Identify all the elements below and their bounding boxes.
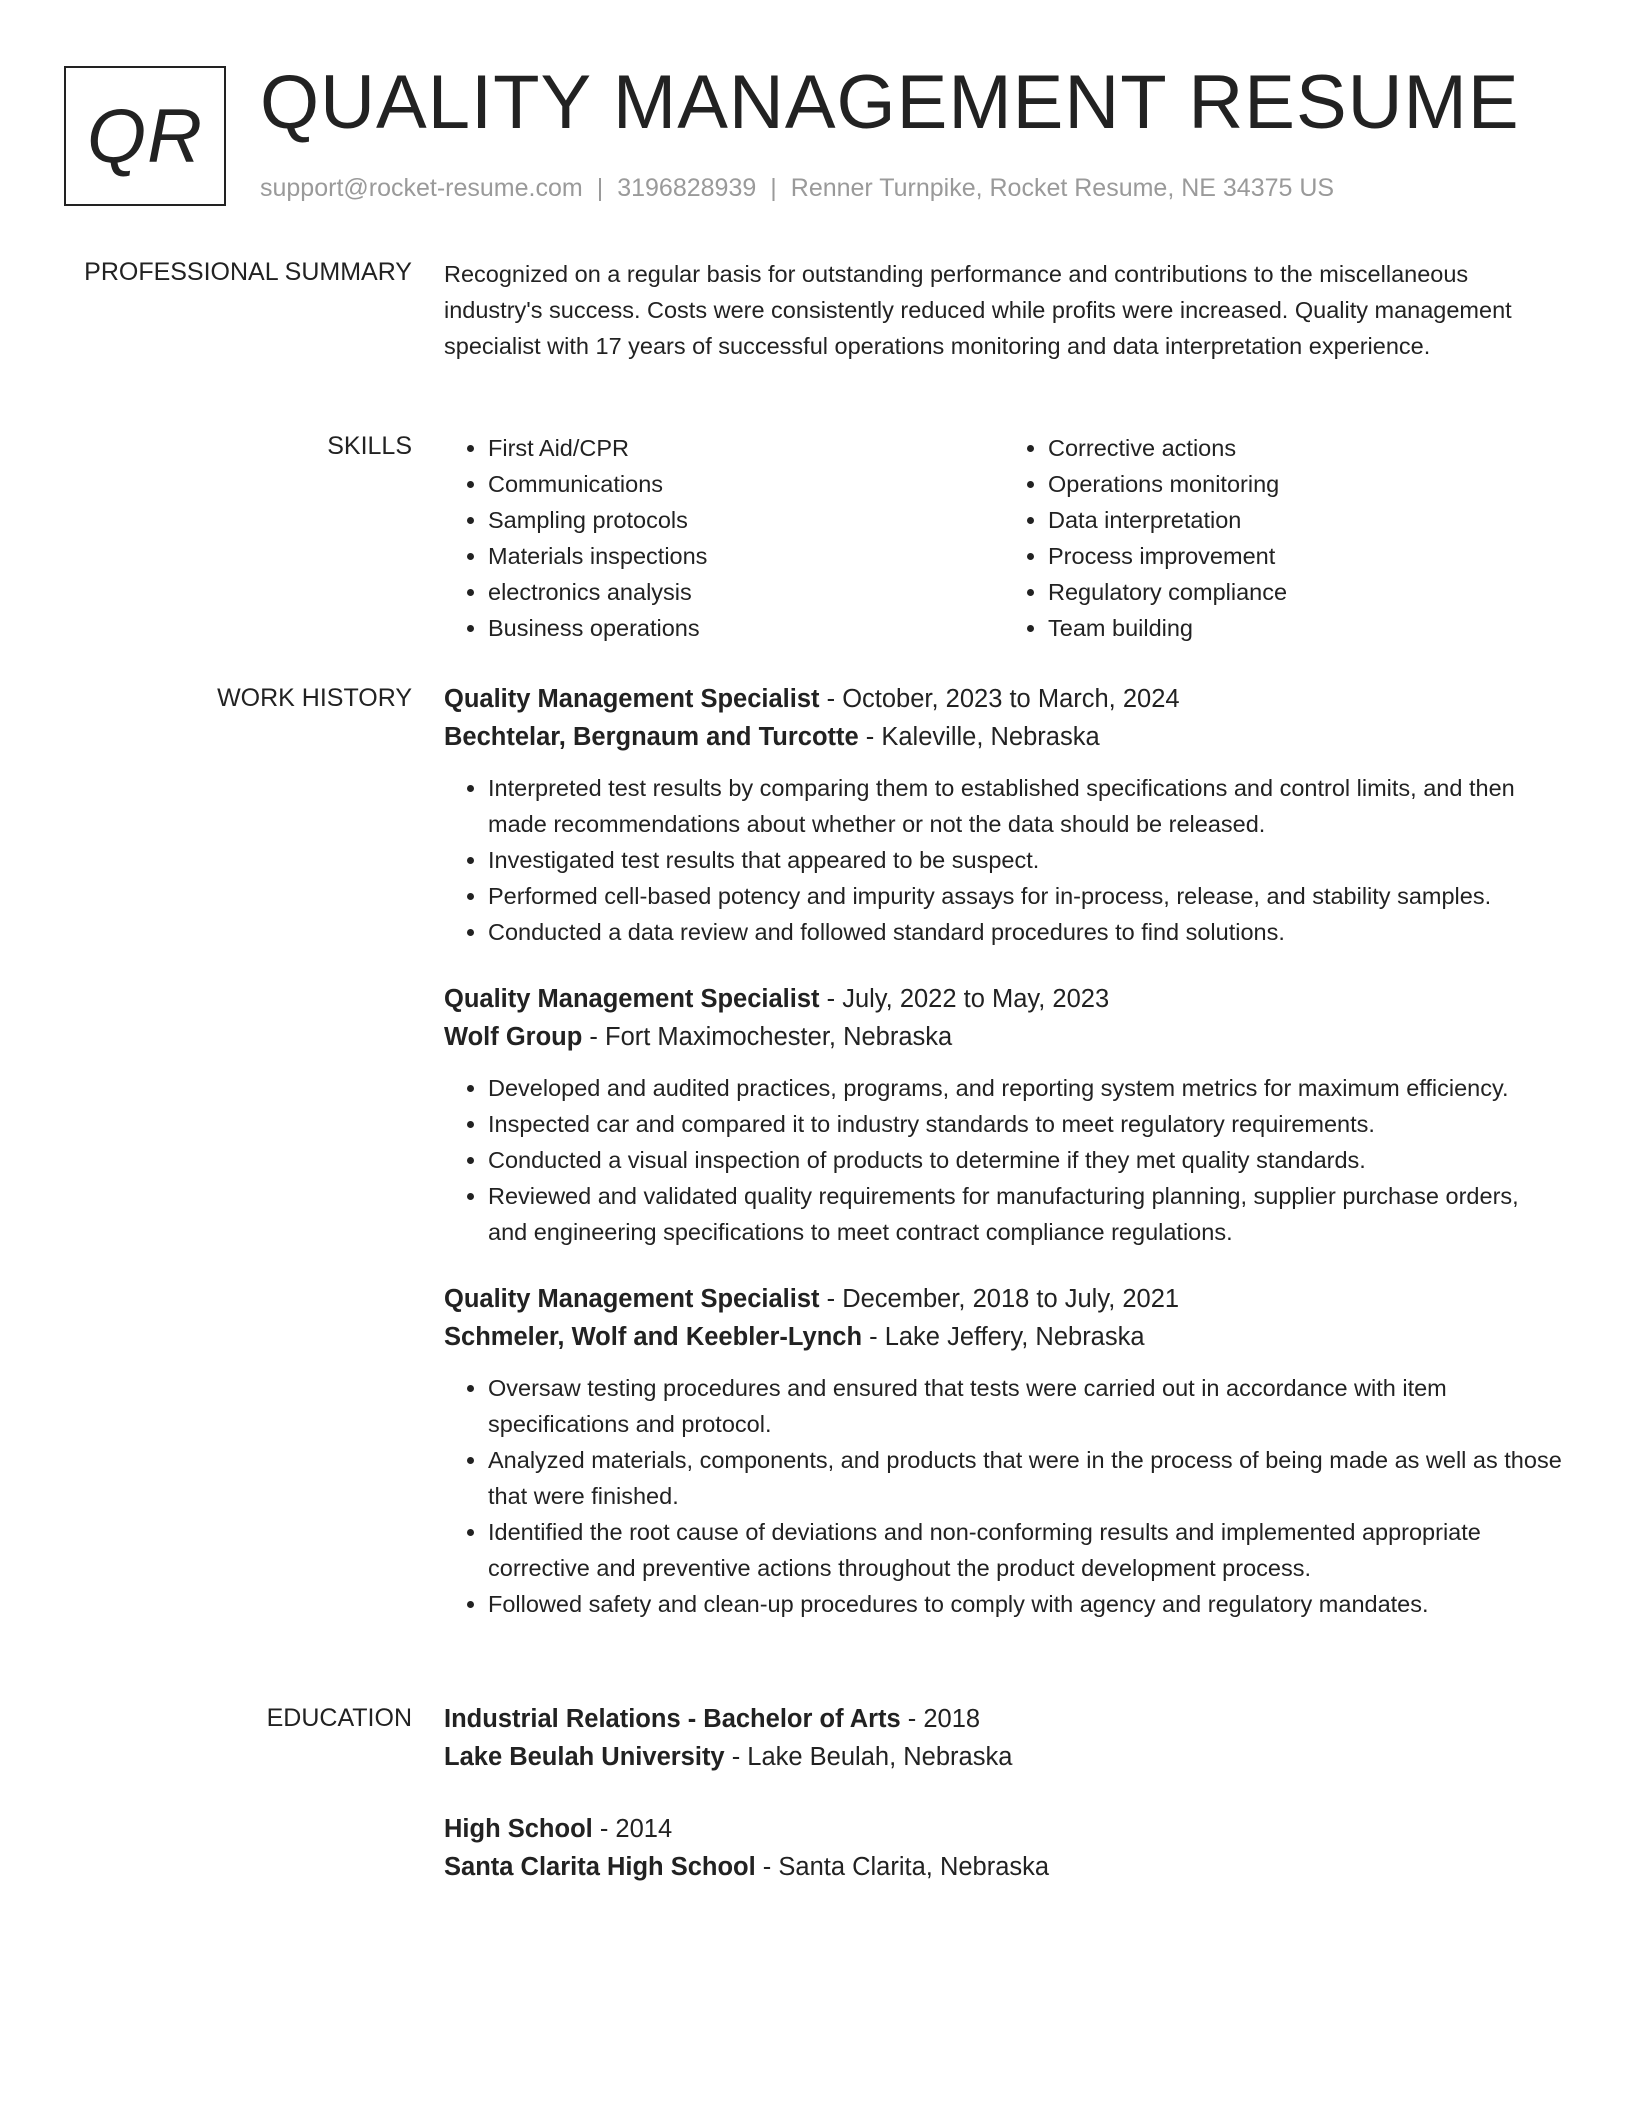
skill-item: • Corrective actions [1048,430,1564,466]
education-location: - Lake Beulah, Nebraska [724,1743,1013,1771]
contact-separator: | [770,174,777,202]
job-bullet: • Inspected car and compared it to industry standards to meet regulatory requirements. [488,1106,1564,1142]
education-school: Santa Clarita High School [444,1853,756,1881]
job-title: Quality Management Specialist [444,685,820,713]
skills-list-left [444,430,1004,646]
education-year: - 2014 [592,1815,673,1843]
resume-title: QUALITY MANAGEMENT RESUME [260,60,1520,145]
education-degree: Industrial Relations - Bachelor of Arts [444,1705,901,1733]
job-title-line [444,980,1564,1018]
skills-list-right [1004,430,1564,646]
skill-item: • Regulatory compliance [1048,574,1564,610]
section-label-education: EDUCATION [266,1704,412,1732]
contact-line [260,174,1334,203]
job-bullets [444,770,1564,950]
job-bullet: • Interpreted test results by comparing them to established specifications and control limits, and then made recommendations about whether or not the data should be released. [488,770,1564,842]
education-entry [444,1700,1564,1776]
skill-item: • Materials inspections [488,538,1004,574]
education-entry [444,1810,1564,1886]
education-degree: High School [444,1815,593,1843]
job-company: Wolf Group [444,1023,583,1051]
job-bullets [444,1070,1564,1250]
education-degree-line [444,1810,1564,1848]
contact-email[interactable]: support@rocket-resume.com [260,174,583,202]
job-entry [444,680,1564,950]
skills-section [444,430,1564,646]
contact-separator: | [596,174,604,202]
education-location: - Santa Clarita, Nebraska [755,1853,1050,1881]
contact-address: Renner Turnpike, Rocket Resume, NE 34375 US [790,174,1335,202]
skill-item: • electronics analysis [488,574,1004,610]
job-title: Quality Management Specialist [444,1285,820,1313]
skill-item: • Operations monitoring [1048,466,1564,502]
job-location: - Fort Maximochester, Nebraska [582,1023,953,1051]
skill-item: • Data interpretation [1048,502,1564,538]
skill-item: • First Aid/CPR [488,430,1004,466]
job-bullet: • Conducted a visual inspection of products to determine if they met quality standards. [488,1142,1564,1178]
job-bullet: • Developed and audited practices, programs, and reporting system metrics for maximum efficiency. [488,1070,1564,1106]
contact-phone[interactable]: 3196828939 [617,174,757,202]
job-bullet: • Reviewed and validated quality requirements for manufacturing planning, supplier purchase orders, and engineering specifications to meet contract compliance regulations. [488,1178,1564,1250]
education-school-line [444,1738,1564,1776]
skill-item: • Communications [488,466,1004,502]
job-dates: - July, 2022 to May, 2023 [819,985,1110,1013]
job-dates: - December, 2018 to July, 2021 [819,1285,1180,1313]
job-company-line [444,718,1564,756]
monogram-box [64,66,226,206]
skill-item: • Sampling protocols [488,502,1004,538]
job-company-line [444,1018,1564,1056]
education-degree-line [444,1700,1564,1738]
job-location: - Kaleville, Nebraska [858,723,1100,751]
job-bullets [444,1370,1564,1622]
job-entry [444,980,1564,1250]
job-dates: - October, 2023 to March, 2024 [819,685,1180,713]
job-entry [444,1280,1564,1622]
skill-item: • Team building [1048,610,1564,646]
job-bullet: • Followed safety and clean-up procedures to comply with agency and regulatory mandates. [488,1586,1564,1622]
job-bullet: • Oversaw testing procedures and ensured that tests were carried out in accordance with item specifications and protocol. [488,1370,1564,1442]
job-location: - Lake Jeffery, Nebraska [862,1323,1145,1351]
job-title-line [444,1280,1564,1318]
job-company-line [444,1318,1564,1356]
job-company: Bechtelar, Bergnaum and Turcotte [444,723,859,751]
job-bullet: • Performed cell-based potency and impurity assays for in-process, release, and stability samples. [488,878,1564,914]
section-label-summary: PROFESSIONAL SUMMARY [84,258,412,286]
job-bullet: • Analyzed materials, components, and products that were in the process of being made as well as those that were finished. [488,1442,1564,1514]
section-label-work-history: WORK HISTORY [217,684,412,712]
summary-section [444,256,1564,364]
monogram-initials: QR [87,93,203,179]
job-bullet: • Identified the root cause of deviations and non-conforming results and implemented appropriate corrective and preventive actions throughout the product development process. [488,1514,1564,1586]
job-bullet: • Investigated test results that appeared to be suspect. [488,842,1564,878]
summary-text: Recognized on a regular basis for outstanding performance and contributions to the miscellaneous industry's success. Costs were consistently reduced while profits were increased. Quality management specialist with 17 years of successful operations monitoring and data interpretation experience. [444,261,1512,359]
skill-item: • Process improvement [1048,538,1564,574]
education-school-line [444,1848,1564,1886]
education-year: - 2018 [900,1705,981,1733]
education-school: Lake Beulah University [444,1743,725,1771]
skill-item: • Business operations [488,610,1004,646]
job-bullet: • Conducted a data review and followed standard procedures to find solutions. [488,914,1564,950]
job-company: Schmeler, Wolf and Keebler-Lynch [444,1323,863,1351]
work-history-section [444,680,1564,1652]
section-label-skills: SKILLS [327,432,412,460]
job-title-line [444,680,1564,718]
education-section [444,1700,1564,1920]
job-title: Quality Management Specialist [444,985,820,1013]
